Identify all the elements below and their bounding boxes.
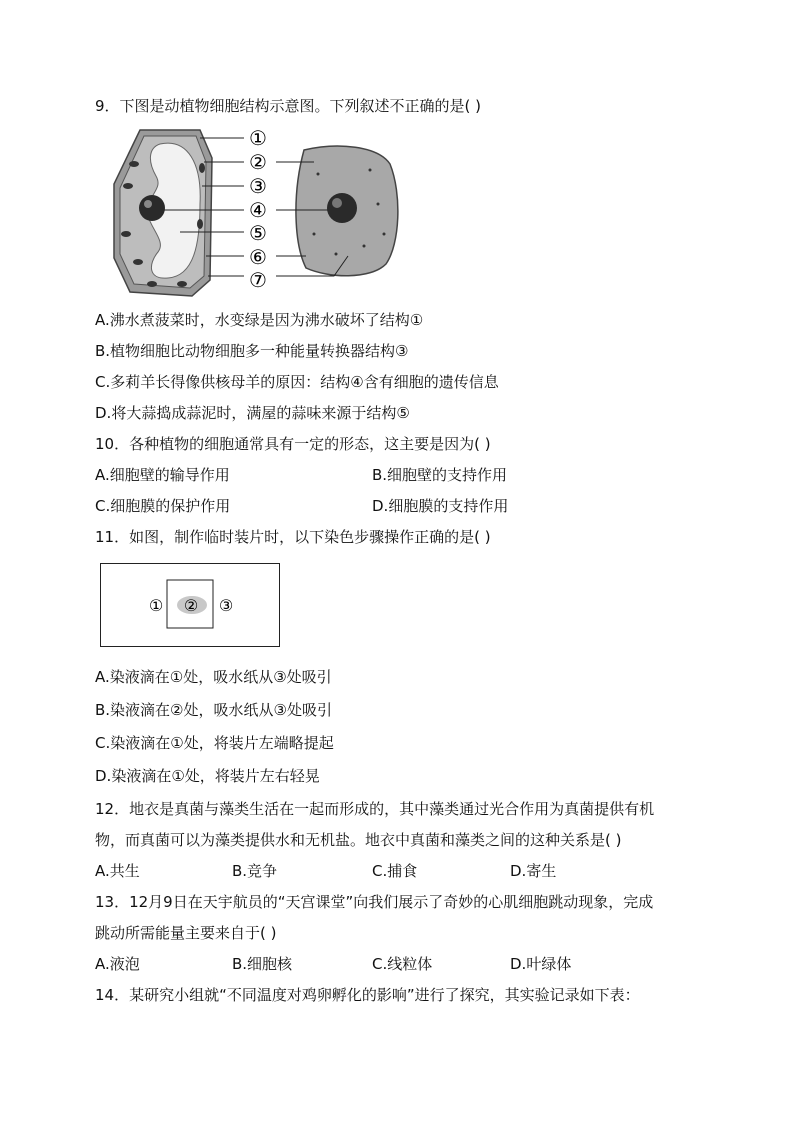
diagram-label-7: ⑦ <box>249 268 267 292</box>
q10-stem: 10．各种植物的细胞通常具有一定的形态，这主要是因为( ) <box>95 435 491 453</box>
q9-option-b: B.植物细胞比动物细胞多一种能量转换器结构③ <box>95 342 409 360</box>
q14-stem: 14．某研究小组就“不同温度对鸡卵孵化的影响”进行了探究，其实验记录如下表： <box>95 986 640 1004</box>
q13-stem-line1: 13．12月9日在天宇航员的“天宫课堂”向我们展示了奇妙的心肌细胞跳动现象，完成 <box>95 893 654 911</box>
diagram-label-5: ⑤ <box>249 221 267 245</box>
q11-option-c: C.染液滴在①处，将装片左端略提起 <box>95 734 334 752</box>
diagram-label-6: ⑥ <box>249 245 267 269</box>
diagram-label-4: ④ <box>249 198 267 222</box>
chloroplast <box>177 281 187 287</box>
chloroplast <box>147 281 157 287</box>
slide-diagram <box>100 563 280 647</box>
q11-option-d: D.染液滴在①处，将装片左右轻晃 <box>95 767 320 785</box>
slide-label-3: ③ <box>218 596 234 615</box>
plant-nucleus <box>139 195 165 221</box>
q11-option-b: B.染液滴在②处，吸水纸从③处吸引 <box>95 701 332 719</box>
q12-option-c: C.捕食 <box>372 862 418 880</box>
animal-nucleus <box>327 193 357 223</box>
chloroplast <box>123 183 133 189</box>
q12-option-d: D.寄生 <box>510 862 557 880</box>
diagram-label-3: ③ <box>249 174 267 198</box>
q9-option-a: A.沸水煮菠菜时，水变绿是因为沸水破坏了结构① <box>95 311 424 329</box>
q9-option-d: D.将大蒜捣成蒜泥时，满屋的蒜味来源于结构⑤ <box>95 404 410 422</box>
diagram-label-1: ① <box>249 126 267 150</box>
q13-option-a: A.液泡 <box>95 955 140 973</box>
chloroplast <box>199 163 205 173</box>
q11-option-a: A.染液滴在①处，吸水纸从③处吸引 <box>95 668 332 686</box>
q12-stem-line1: 12．地衣是真菌与藻类生活在一起而形成的，其中藻类通过光合作用为真菌提供有机 <box>95 800 655 818</box>
chloroplast <box>129 161 139 167</box>
q12-stem-line2: 物，而真菌可以为藻类提供水和无机盐。地衣中真菌和藻类之间的这种关系是( ) <box>95 831 622 849</box>
q13-stem-line2: 跳动所需能量主要来自于( ) <box>95 924 277 942</box>
q11-stem: 11．如图，制作临时装片时，以下染色步骤操作正确的是( ) <box>95 528 491 546</box>
q9-stem: 9．下图是动植物细胞结构示意图。下列叙述不正确的是( ) <box>95 97 482 115</box>
chloroplast <box>121 231 131 237</box>
chloroplast <box>197 219 203 229</box>
cell-structure-diagram <box>108 124 404 300</box>
q10-option-b: B.细胞壁的支持作用 <box>372 466 508 484</box>
q10-option-d: D.细胞膜的支持作用 <box>372 497 509 515</box>
slide-label-1: ① <box>148 596 164 615</box>
q12-option-a: A.共生 <box>95 862 140 880</box>
q12-option-b: B.竞争 <box>232 862 278 880</box>
slide-label-2: ② <box>183 596 199 615</box>
q13-option-d: D.叶绿体 <box>510 955 572 973</box>
chloroplast <box>133 259 143 265</box>
q10-option-c: C.细胞膜的保护作用 <box>95 497 231 515</box>
q9-option-c: C.多莉羊长得像供核母羊的原因：结构④含有细胞的遗传信息 <box>95 373 499 391</box>
q10-option-a: A.细胞壁的输导作用 <box>95 466 230 484</box>
q13-option-c: C.线粒体 <box>372 955 433 973</box>
q13-option-b: B.细胞核 <box>232 955 293 973</box>
diagram-label-2: ② <box>249 150 267 174</box>
